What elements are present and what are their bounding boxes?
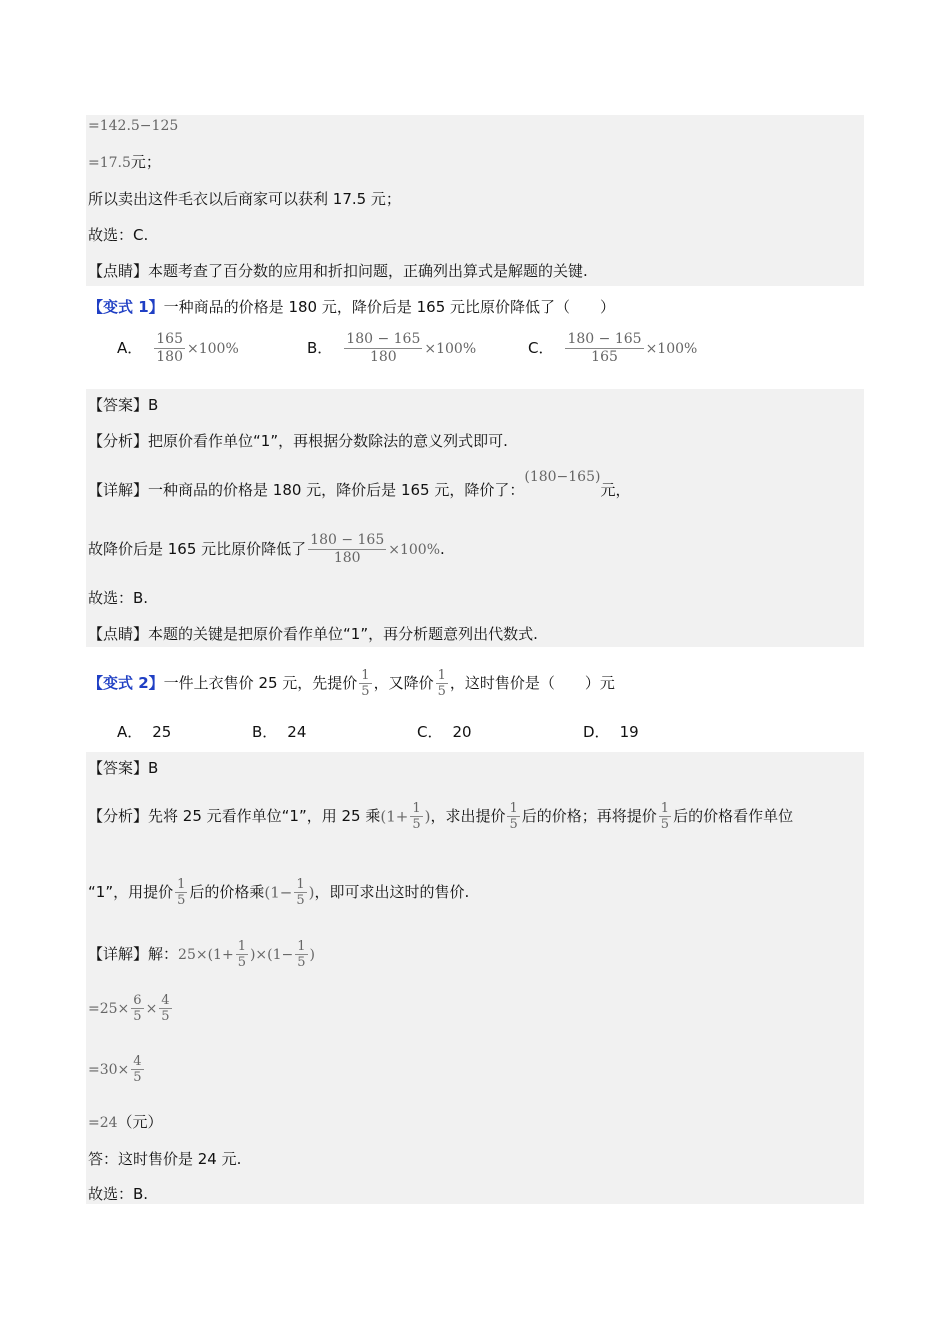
option-a: A． 25 [117, 723, 172, 741]
point-label: 【点睛】 [88, 625, 149, 643]
point-line: 【点睛】本题考查了百分数的应用和折扣问题，正确列出算式是解题的关键. [88, 262, 588, 280]
answer-line: 【答案】B [88, 396, 159, 414]
equation-line: =17.5元； [88, 153, 161, 171]
text-line: 所以卖出这件毛衣以后商家可以获利 17.5 元； [88, 190, 401, 208]
option-a: A． $\frac{165}{180}$ ×100% [117, 331, 239, 365]
analysis-line: “1”，用提价 $\frac{1}{5}$ 后的价格乘(1− $\frac{1}{5}$ )，即可求出这时的售价. [88, 877, 470, 908]
choice-line: 故选：B. [88, 1185, 149, 1203]
option-d: D． 19 [583, 723, 639, 741]
detail-line: 故降价后是 165 元比原价降低了 $\frac{180 - 165}{180}$ ×100%. [88, 532, 445, 566]
analysis-label: 【分析】 [88, 432, 149, 450]
equation-line: =24（元） [88, 1113, 163, 1131]
solution-block-variant1 [86, 389, 864, 647]
variant-label: 【变式 2】 [88, 674, 164, 692]
analysis-label: 【分析】 [88, 807, 149, 825]
answer-line: 【答案】B [88, 759, 159, 777]
point-label: 【点睛】 [88, 262, 149, 280]
equation-line: =30× $\frac{4}{5}$ [88, 1054, 142, 1085]
equation-line: =25× $\frac{6}{5}$ × $\frac{4}{5}$ [88, 993, 170, 1024]
analysis-line: 【分析】把原价看作单位“1”，再根据分数除法的意义列式即可. [88, 432, 508, 450]
choice-line: 故选：C. [88, 226, 149, 244]
option-c: C． 20 [417, 723, 472, 741]
detail-line: 【详解】解：25×(1+ $\frac{1}{5}$ )×(1− $\frac{1}{5}$ ) [88, 939, 316, 970]
option-c: C． $\frac{180 - 165}{165}$ ×100% [528, 331, 698, 365]
reply-line: 答：这时售价是 24 元. [88, 1150, 242, 1168]
variant-question: 【变式 2】一件上衣售价 25 元，先提价 $\frac{1}{5}$ ，又降价 $\frac{1}{5}$ ，这时售价是（ ）元 [88, 668, 615, 699]
detail-label: 【详解】 [88, 945, 149, 963]
detail-line: 【详解】一种商品的价格是 180 元，降价后是 165 元，降价了：(180−165)元， [88, 469, 631, 499]
detail-label: 【详解】 [88, 481, 149, 499]
analysis-line: 【分析】先将 25 元看作单位“1”，用 25 乘(1+ $\frac{1}{5}$ )，求出提价 $\frac{1}{5}$ 后的价格；再将提价 $\frac{1}{5}$ 后的价格看作单位 [88, 801, 794, 832]
choice-line: 故选：B. [88, 589, 149, 607]
point-line: 【点睛】本题的关键是把原价看作单位“1”，再分析题意列出代数式. [88, 625, 538, 643]
equation-line: =142.5−125 [88, 118, 179, 134]
answer-label: 【答案】 [88, 396, 149, 414]
option-b: B． 24 [252, 723, 307, 741]
variant-question: 【变式 1】一种商品的价格是 180 元，降价后是 165 元比原价降低了（ ） [88, 298, 616, 316]
variant-label: 【变式 1】 [88, 298, 164, 316]
answer-label: 【答案】 [88, 759, 149, 777]
option-b: B． $\frac{180 - 165}{180}$ ×100% [307, 331, 477, 365]
